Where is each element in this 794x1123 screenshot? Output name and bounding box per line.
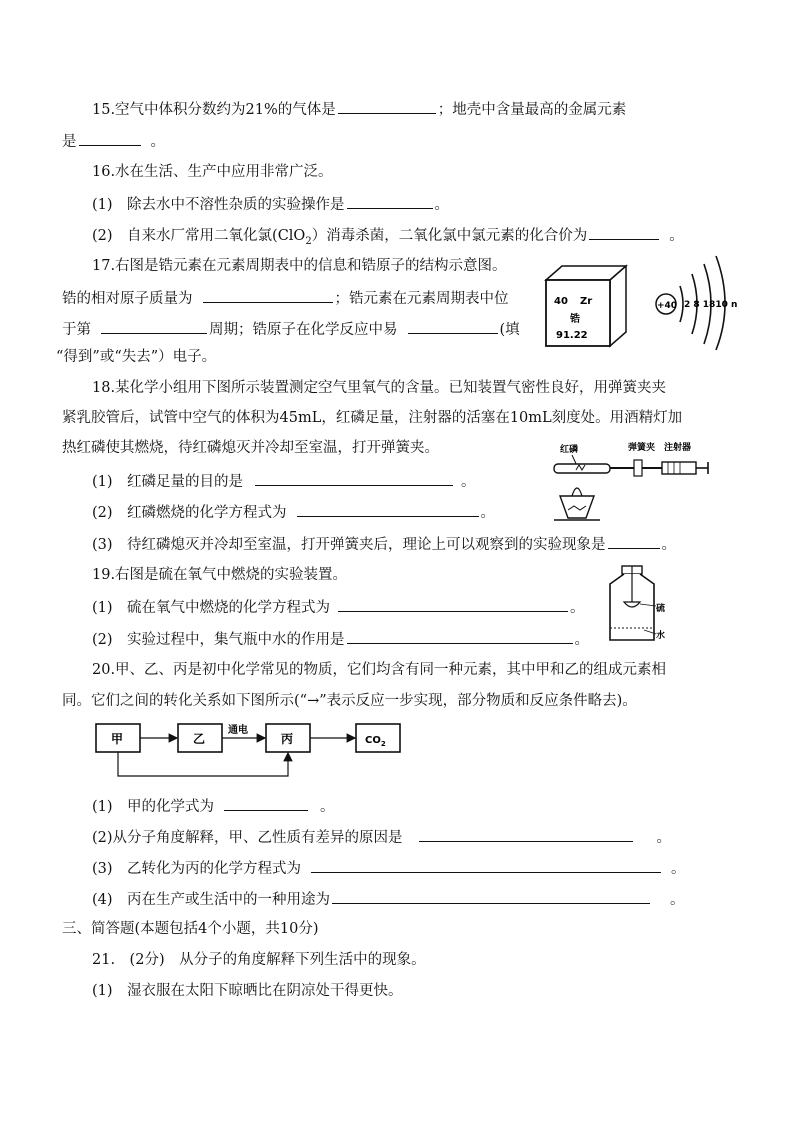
label-sulfur: 硫 <box>656 604 666 614</box>
atom-structure-figure <box>650 252 740 352</box>
q18-p3-end: 。 <box>661 537 677 553</box>
q16-p2-sub: 2 <box>305 235 312 247</box>
q20-line1: 20.甲、乙、丙是初中化学常见的物质，它们均含有同一种元素，其中甲和乙的组成元素相 <box>92 662 667 678</box>
q17-text: 锆的相对原子质量为 <box>62 291 193 307</box>
q21-part1: (1) 湿衣服在太阳下晾晒比在阴凉处干得更快。 <box>92 983 403 999</box>
q18-p2-text: (2) 红磷燃烧的化学方程式为 <box>92 505 287 521</box>
q18-p1-end: 。 <box>461 474 476 490</box>
q19-part2 <box>92 628 589 650</box>
q18-blank-3[interactable] <box>608 533 660 549</box>
q15-line2 <box>62 130 165 152</box>
q17-blank-2[interactable] <box>101 318 207 334</box>
q19-p2-end: 。 <box>574 632 590 648</box>
q18-blank-1[interactable] <box>255 470 453 486</box>
q16-stem: 16.水在生活、生产中应用非常广泛。 <box>92 164 333 180</box>
q18-p2-end: 。 <box>480 505 496 521</box>
q16-blank-2[interactable] <box>589 224 659 240</box>
q20-blank-3[interactable] <box>311 857 661 873</box>
element-mass: 91.22 <box>556 330 588 341</box>
q15-line1 <box>92 98 626 120</box>
q17-line4: “得到”或“失去”）电子。 <box>56 349 217 365</box>
phosphorus-apparatus-figure <box>550 440 710 522</box>
q20-part3 <box>92 857 686 879</box>
q15-text-4: 。 <box>150 134 165 150</box>
q16-p2-text: (2) 自来水厂常用二氧化氯(ClO <box>92 228 306 244</box>
q18-part3 <box>92 533 676 555</box>
q15-text-2: ；地壳中含量最高的金属元素 <box>437 102 627 118</box>
q16-part1 <box>92 193 449 215</box>
conversion-diagram <box>94 720 404 782</box>
q15-blank-1[interactable] <box>338 98 436 114</box>
q17-line2 <box>62 287 509 309</box>
node-bing: 丙 <box>281 732 294 746</box>
label-syringe: 注射器 <box>664 443 692 453</box>
q20-p2-text: (2)从分子角度解释，甲、乙性质有差异的原因是 <box>92 830 403 846</box>
q18-line3: 热红磷使其燃烧，待红磷熄灭并冷却至室温，打开弹簧夹。 <box>62 440 439 456</box>
q16-p2-text-2: ）消毒杀菌，二氧化氯中氯元素的化合价为 <box>311 228 588 244</box>
q20-blank-2[interactable] <box>419 826 633 842</box>
q20-p2-end: 。 <box>656 830 672 846</box>
atom-nucleus: +40 <box>657 301 678 311</box>
q17-text-4: 周期；锆原子在化学反应中易 <box>209 322 398 338</box>
node-jia: 甲 <box>111 732 124 746</box>
node-yi: 乙 <box>193 732 206 746</box>
element-number: 40 <box>554 296 568 307</box>
q16-part2 <box>92 224 684 252</box>
q20-line2: 同。它们之间的转化关系如下图所示(“→”表示反应一步实现，部分物质和反应条件略去)。 <box>62 693 637 709</box>
gas-jar-figure <box>600 562 672 644</box>
q16-p1-text: (1) 除去水中不溶性杂质的实验操作是 <box>92 197 345 213</box>
q17-line3 <box>62 318 520 340</box>
q19-p1-text: (1) 硫在氧气中燃烧的化学方程式为 <box>92 600 331 616</box>
q18-p1-text: (1) 红磷足量的目的是 <box>92 474 244 490</box>
q20-part4 <box>92 888 685 910</box>
atom-shells: 2 8 1810 n <box>684 300 738 310</box>
q20-p4-end: 。 <box>670 892 685 908</box>
q20-part2 <box>92 826 671 848</box>
q19-blank-1[interactable] <box>338 596 568 612</box>
q16-blank-1[interactable] <box>347 193 433 209</box>
q20-p4-text: (4) 丙在生产或生活中的一种用途为 <box>92 892 331 908</box>
q17-stem: 17.右图是锆元素在元素周期表中的信息和锆原子的结构示意图。 <box>92 258 507 274</box>
label-spring-clip: 弹簧夹 <box>628 443 656 453</box>
q17-blank-3[interactable] <box>408 318 498 334</box>
q18-line1: 18.某化学小组用下图所示装置测定空气里氧气的含量。已知装置气密性良好，用弹簧夹夹 <box>92 380 667 396</box>
q19-stem: 19.右图是硫在氧气中燃烧的实验装置。 <box>92 567 348 583</box>
q21-stem: 21. (2分) 从分子的角度解释下列生活中的现象。 <box>92 952 426 968</box>
q20-p3-end: 。 <box>671 861 686 877</box>
q19-p2-text: (2) 实验过程中，集气瓶中水的作用是 <box>92 632 345 648</box>
q17-text-2: ；锆元素在元素周期表中位 <box>334 291 509 307</box>
q18-p3-text: (3) 待红磷熄灭并冷却至室温，打开弹簧夹后，理论上可以观察到的实验现象是 <box>92 537 606 553</box>
q16-p2-end: 。 <box>669 228 684 244</box>
label-red-phosphorus: 红磷 <box>560 445 579 455</box>
q20-p1-text: (1) 甲的化学式为 <box>92 799 215 815</box>
q17-text-5: (填 <box>499 322 520 338</box>
q17-text-3: 于第 <box>62 322 91 338</box>
label-water: 水 <box>656 631 666 641</box>
q15-text: 15.空气中体积分数约为21%的气体是 <box>92 102 336 118</box>
q19-p1-end: 。 <box>570 600 585 616</box>
q19-part1 <box>92 596 585 618</box>
q19-blank-2[interactable] <box>347 628 573 644</box>
element-name: 锆 <box>570 314 580 325</box>
arrow-label-electrolysis: 通电 <box>228 725 248 736</box>
q20-part1 <box>92 795 335 817</box>
q18-line2: 紧乳胶管后，试管中空气的体积为45mL，红磷足量，注射器的活塞在10mL刻度处。用酒精灯加 <box>62 410 683 426</box>
q20-p1-end: 。 <box>320 799 335 815</box>
element-cell-figure <box>540 262 632 350</box>
q20-p3-text: (3) 乙转化为丙的化学方程式为 <box>92 861 302 877</box>
q15-text-3: 是 <box>62 134 77 150</box>
q18-part1 <box>92 470 476 492</box>
q17-blank-1[interactable] <box>203 287 333 303</box>
node-co2-sub: 2 <box>380 740 386 748</box>
q18-blank-2[interactable] <box>297 501 479 517</box>
q20-blank-4[interactable] <box>332 888 650 904</box>
section3-title: 三、简答题(本题包括4个小题，共10分) <box>62 921 319 937</box>
q16-p1-end: 。 <box>434 197 450 213</box>
q20-blank-1[interactable] <box>224 795 308 811</box>
node-co2-main: CO <box>365 735 381 746</box>
element-symbol: Zr <box>580 296 593 307</box>
q15-blank-2[interactable] <box>79 130 141 146</box>
q18-part2 <box>92 501 495 523</box>
